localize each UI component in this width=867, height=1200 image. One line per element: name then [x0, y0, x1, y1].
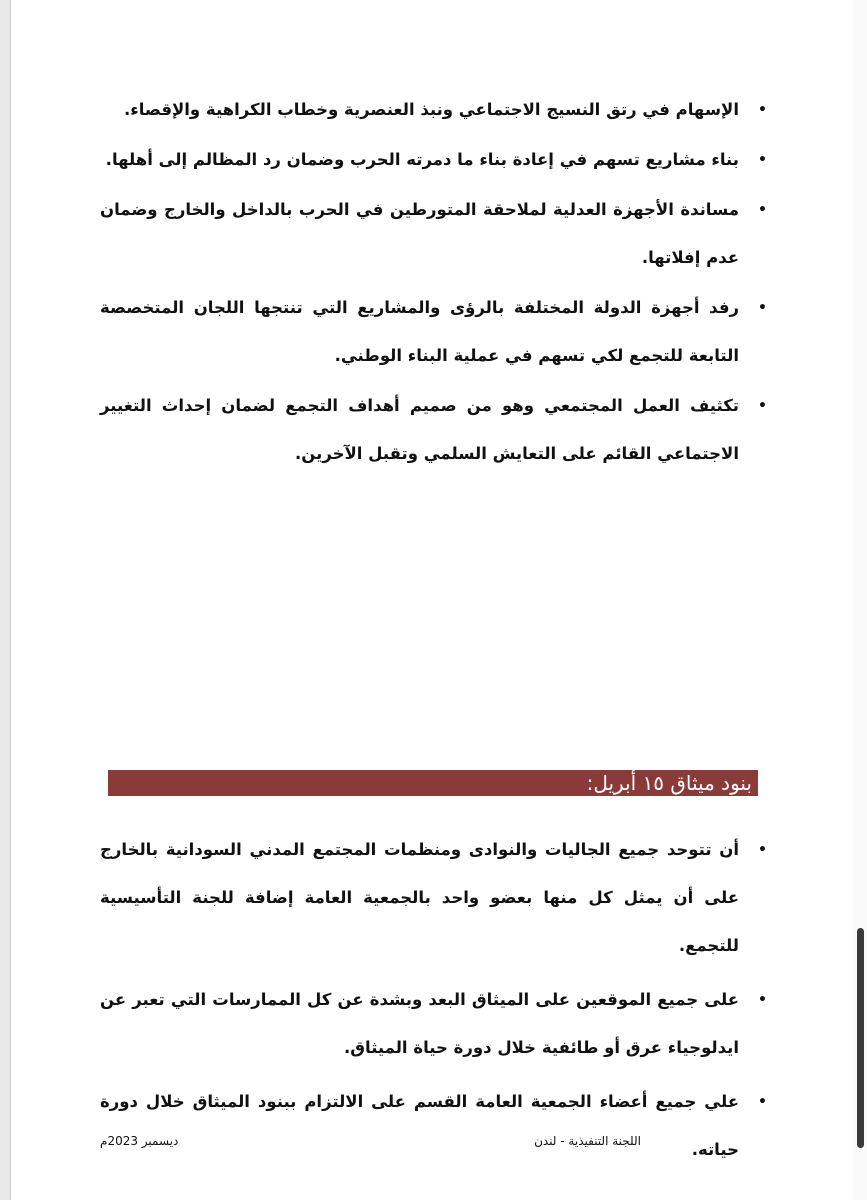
scrollbar[interactable] — [853, 0, 867, 1200]
list-item: • مساندة الأجهزة العدلية لملاحقة المتورطين في الحرب بالداخل والخارج وضمان عدم إفلاتها. — [100, 186, 739, 282]
footer-committee: اللجنة التنفيذية - لندن — [534, 1134, 641, 1148]
scrollbar-thumb[interactable] — [857, 928, 864, 1148]
list-item: • أن تتوحد جميع الجاليات والنوادى ومنظمات المجتمع المدني السودانية بالخارج على أن يمثل كل منها بعضو واحد بالجمعية العامة إضافة للجنة التأسيسية للتجمع. — [100, 826, 739, 970]
list-item: • الإسهام في رتق النسيج الاجتماعي ونبذ العنصرية وخطاب الكراهية والإقصاء. — [100, 86, 739, 134]
objectives-list — [100, 86, 739, 480]
page-edge — [0, 0, 11, 1200]
section-header-bar — [108, 770, 758, 796]
list-item: • علي جميع أعضاء الجمعية العامة القسم على الالتزام ببنود الميثاق خلال دورة حياته. — [100, 1078, 739, 1174]
list-item: • تكثيف العمل المجتمعي وهو من صميم أهداف التجمع لضمان إحداث التغيير الاجتماعي القائم على التعايش السلمي وتقبل الآخرين. — [100, 382, 739, 478]
list-item: • رفد أجهزة الدولة المختلفة بالرؤى والمشاريع التي تنتجها اللجان المتخصصة التابعة للتجمع لكي تسهم في عملية البناء الوطني. — [100, 284, 739, 380]
charter-clauses-list — [100, 826, 739, 1180]
section-title: بنود ميثاق ١٥ أبريل: — [586, 771, 752, 795]
list-item: • بناء مشاريع تسهم في إعادة بناء ما دمرته الحرب وضمان رد المظالم إلى أهلها. — [100, 136, 739, 184]
footer-date: ديسمبر 2023م — [100, 1134, 179, 1148]
list-item: • على جميع الموقعين على الميثاق البعد وبشدة عن كل الممارسات التي تعبر عن ايدلوجياء عرق أو طائفية خلال دورة حياة الميثاق. — [100, 976, 739, 1072]
